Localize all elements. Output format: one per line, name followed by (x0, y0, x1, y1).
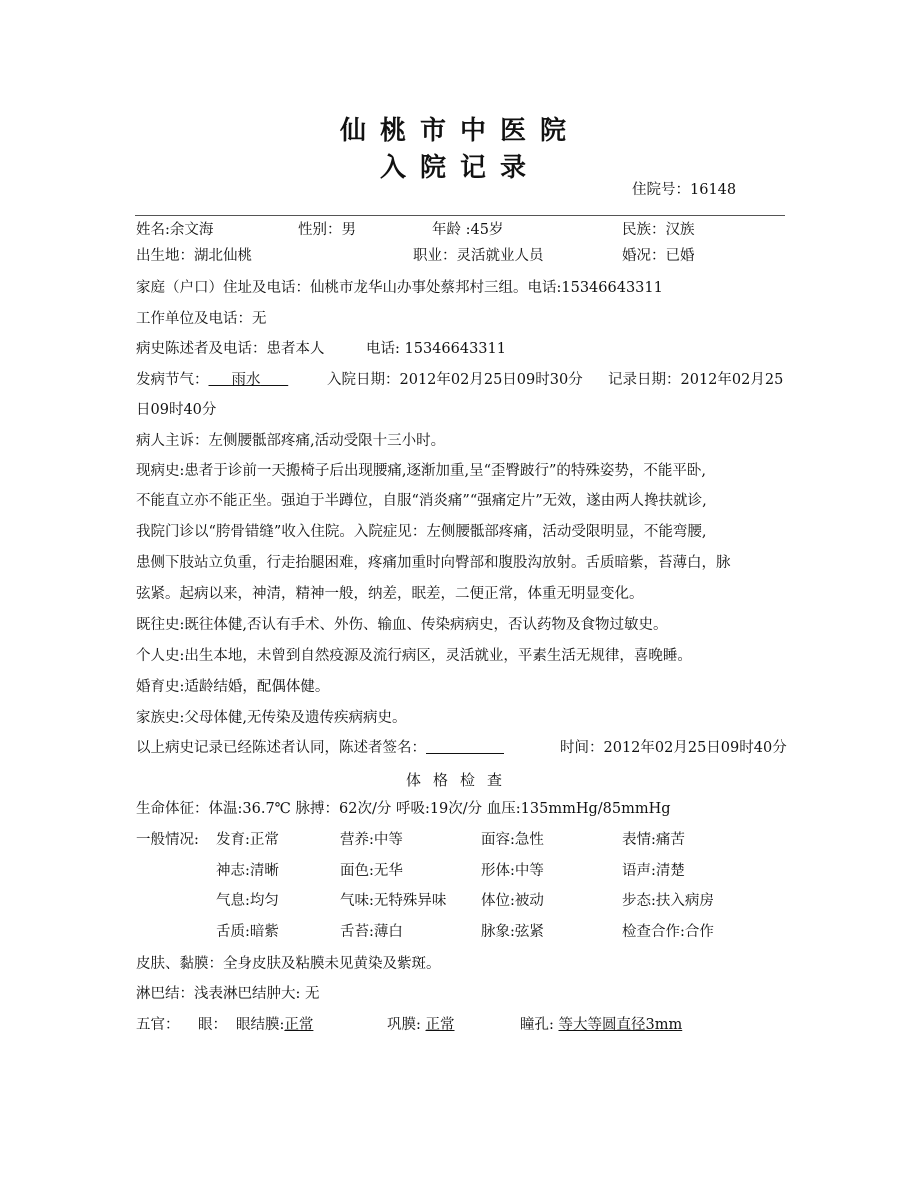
conjunctiva-value: 正常 (284, 1017, 314, 1033)
vital-signs: 生命体征：体温:36.7℃ 脉搏：62次/分 呼吸:19次/分 血压:135mmHg/85mmHg (136, 801, 671, 817)
patient-marital: 婚况：已婚 (622, 248, 695, 264)
header-divider (135, 215, 785, 216)
present-illness-line: 现病史:患者于诊前一天搬椅子后出现腰痛,逐渐加重,呈“歪臀跛行”的特殊姿势，不能平卧, (136, 463, 707, 479)
exam-item: 神志:清晰 (216, 863, 279, 879)
exam-item: 检查合作:合作 (622, 924, 714, 940)
pupil (520, 1015, 682, 1035)
patient-birthplace: 出生地：湖北仙桃 (136, 248, 252, 264)
onset-season-label: 发病节气： (136, 372, 209, 388)
exam-item: 发育:正常 (216, 832, 279, 848)
family-history: 家族史:父母体健,无传染及遗传疾病病史。 (136, 710, 407, 726)
exam-section-title: 体格检查 (405, 771, 514, 789)
sclera-value: 正常 (425, 1017, 455, 1033)
exam-item: 舌质:暗紫 (216, 924, 279, 940)
sclera-label: 巩膜: (387, 1017, 421, 1033)
eye-label: 眼： (198, 1017, 227, 1033)
hospital-title: 仙桃市中医院 (339, 116, 580, 146)
exam-item: 气味:无特殊异味 (340, 893, 447, 909)
history-informant: 病史陈述者及电话：患者本人 (136, 341, 325, 357)
marriage-history: 婚育史:适龄结婚，配偶体健。 (136, 679, 330, 695)
record-date-continued: 日09时40分 (136, 402, 217, 418)
exam-item: 气息:均匀 (216, 893, 279, 909)
present-illness-line: 弦紧。起病以来，神清，精神一般，纳差，眠差，二便正常，体重无明显变化。 (136, 586, 644, 602)
workplace: 工作单位及电话：无 (136, 311, 267, 327)
patient-name: 姓名:余文海 (136, 222, 214, 238)
admission-number: 住院号：16148 (632, 182, 737, 198)
record-date: 记录日期：2012年02月25 (608, 372, 784, 388)
document-title: 入院记录 (379, 153, 540, 183)
exam-item: 步态:扶入病房 (622, 893, 714, 909)
exam-item: 面容:急性 (481, 832, 544, 848)
signature-blank[interactable] (426, 739, 504, 754)
sclera (387, 1015, 455, 1035)
past-history: 既往史:既往体健,否认有手术、外伤、输血、传染病病史，否认药物及食物过敏史。 (136, 617, 668, 633)
lymph-nodes: 淋巴结：浅表淋巴结肿大: 无 (136, 986, 320, 1002)
pupil-label: 瞳孔: (520, 1017, 554, 1033)
patient-age: 年龄 :45岁 (432, 222, 504, 238)
onset-season-value: 雨水 (231, 372, 261, 388)
onset-season (136, 370, 288, 390)
exam-item: 脉象:弦紧 (481, 924, 544, 940)
confirmation-time: 时间：2012年02月25日09时40分 (560, 740, 787, 756)
conjunctiva (236, 1015, 313, 1035)
skin-mucosa: 皮肤、黏膜：全身皮肤及粘膜未见黄染及紫斑。 (136, 956, 441, 972)
home-address: 家庭（户口）住址及电话：仙桃市龙华山办事处蔡邦村三组。电话:15346643311 (136, 280, 663, 296)
patient-occupation: 职业：灵活就业人员 (413, 248, 544, 264)
exam-item: 面色:无华 (340, 863, 403, 879)
exam-item: 体位:被动 (481, 893, 544, 909)
senses-label: 五官： (136, 1017, 180, 1033)
pupil-value: 等大等圆直径3mm (558, 1017, 683, 1033)
patient-gender: 性别：男 (298, 222, 356, 238)
personal-history: 个人史:出生本地，未曾到自然疫源及流行病区，灵活就业，平素生活无规律，喜晚睡。 (136, 648, 692, 664)
general-label: 一般情况: (136, 832, 199, 848)
admission-date: 入院日期：2012年02月25日09时30分 (327, 372, 583, 388)
exam-item: 营养:中等 (340, 832, 403, 848)
patient-ethnicity: 民族：汉族 (622, 222, 695, 238)
present-illness-line: 我院门诊以“胯骨错缝”收入住院。入院症见：左侧腰骶部疼痛，活动受限明显，不能弯腰, (136, 524, 707, 540)
present-illness-line: 患侧下肢站立负重，行走抬腿困难，疼痛加重时向臀部和腹股沟放射。舌质暗紫，苔薄白，脉 (136, 555, 731, 571)
history-confirmation (136, 738, 504, 758)
exam-item: 语声:清楚 (622, 863, 685, 879)
exam-item: 形体:中等 (481, 863, 544, 879)
confirmation-text: 以上病史记录已经陈述者认同，陈述者签名： (136, 740, 426, 756)
informant-phone: 电话: 15346643311 (366, 341, 506, 357)
chief-complaint: 病人主诉：左侧腰骶部疼痛,活动受限十三小时。 (136, 433, 446, 449)
present-illness-line: 不能直立亦不能正坐。强迫于半蹲位，自服“消炎痛”“强痛定片”无效，遂由两人搀扶就诊, (136, 493, 707, 509)
exam-item: 表情:痛苦 (622, 832, 685, 848)
exam-item: 舌苔:薄白 (340, 924, 403, 940)
conjunctiva-label: 眼结膜: (236, 1017, 285, 1033)
